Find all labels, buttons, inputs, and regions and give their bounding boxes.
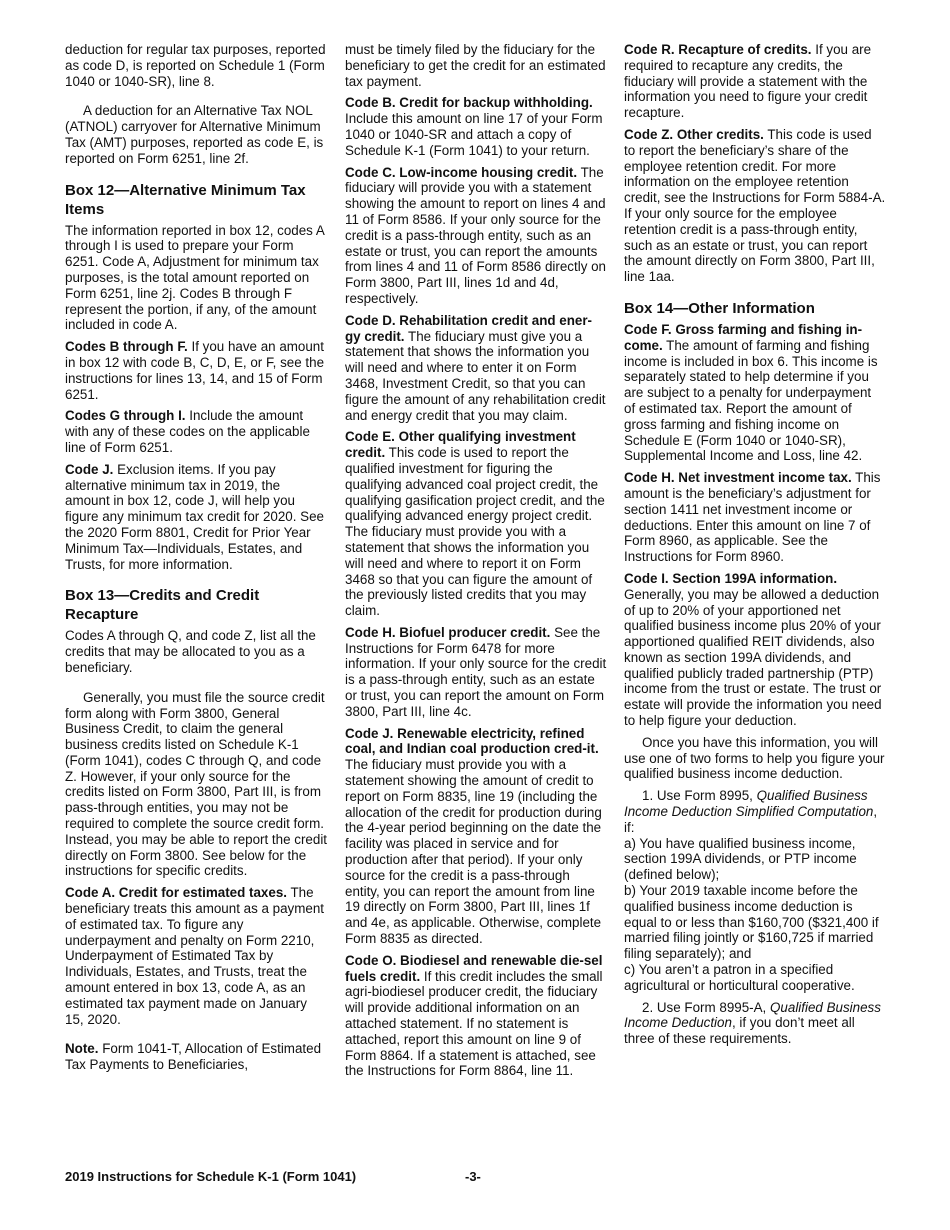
code-z-entry (624, 127, 886, 285)
entry-body: This code is used to report the qualified investment for figuring the qualifying advanced coal project credit, the qualifying gasification project credit, and the qualifying advanced energy project credit. The fiduciary must provide you with a statement that shows the information you will need and where to report it on Form 3468 so that you can figure the amount of the previously listed credits that you may claim. (345, 445, 605, 619)
list-item-1b: b) Your 2019 taxable income before the qualified business income deduction is equal to or less than $160,700 ($321,400 if married filing jointly or $160,725 if married filing separately); and (624, 883, 879, 962)
code-e-entry (345, 429, 607, 619)
entry-heading: Code O. Biodiesel and renewable die-sel fuels credit. (345, 952, 603, 984)
section-heading-box-14: Box 14—Other Information (624, 299, 815, 317)
paragraph: deduction for regular tax purposes, reported as code D, is reported on Schedule 1 (Form 1040 or 1040-SR), line 8. (65, 42, 326, 89)
code-a-entry (65, 885, 327, 1027)
entry-body: The fiduciary will provide you with a statement showing the amount to report on lines 4 and 11 of Form 8586. If your only source for the credit is a pass-through entity, such as an estate or trust, you can report the amounts from lines 4 and 11 of Form 8586 directly on Form 3800, Part III, lines 1d and 4d, respectively. (345, 164, 606, 306)
entry-heading: Code F. Gross farming and fishing in-come. (624, 321, 863, 353)
entry-body: See the Instructions for Form 6478 for more information. If your only source for the credit is a pass-through entity, such as an estate or trust, you can report the amount on Form 3800, Part III, line 4c. (345, 624, 607, 719)
entry-body: Exclusion items. If you pay alternative minimum tax in 2019, the amount in box 12, code J, will help you figure any minimum tax credit for 2020. See the 2020 Form 8801, Credit for Prior Year Minimum Tax—Individuals, Estates, and Trusts, for more information. (65, 461, 325, 572)
entry-heading: Code E. Other qualifying investment credit. (345, 429, 576, 461)
form-title: Qualified Business Income Deduction (624, 999, 881, 1031)
code-f-entry (624, 322, 886, 464)
entry-heading: Code J. Renewable electricity, refined coal, and Indian coal production cred-it. (345, 725, 599, 757)
entry-heading: Code H. Biofuel producer credit. (345, 624, 551, 640)
entry-body: The beneficiary treats this amount as a payment of estimated tax. To figure any underpayment and penalty on Form 2210, Underpayment of Estimated Tax by Individuals, Estates, and Trusts, treat the amount entered in box 13, code A, as an estimated tax payment made on January 15, 2020. (65, 885, 325, 1027)
code-d-entry (345, 313, 607, 424)
entry-body: Generally, you may be allowed a deduction of up to 20% of your apportioned net qualified business income plus 20% of your apportioned qualified REIT dividends, also known as section 199A dividends, and qualified publicly traded partnership (PTP) income from the trust or estate. The trust or estate will provide the information you need to help figure your deduction. (624, 586, 882, 729)
column-middle (345, 42, 607, 1085)
code-h-entry (345, 625, 607, 720)
entry-heading: Code R. Recapture of credits. (624, 42, 812, 57)
footer-title: 2019 Instructions for Schedule K-1 (Form 1041) (65, 1169, 357, 1184)
entry-heading: Code D. Rehabilitation credit and ener-gy credit. (345, 312, 593, 344)
code-h-entry (624, 470, 886, 565)
entry-body: The fiduciary must provide you with a statement showing the amount of credit to report on Form 8835, line 19 (including the allocation of the credit for production during the 4-year period beginning on the date the facility was placed in service and for production after that period). If your only source for the credit is a pass-through entity, you can report the amount from line 19 directly on Form 3800, Part III, lines 1f and 4e, as applicable. Otherwise, complete Form 8835 as directed. (345, 757, 602, 947)
entry-body: If this credit includes the small agri-biodiesel producer credit, the fiduciary will provide additional information on an attached statement. If no statement is attached, report this amount on line 9 of Form 8864. If a statement is attached, see the Instructions for Form 8864, line 11. (345, 968, 603, 1079)
entry-heading: Code A. Credit for estimated taxes. (65, 885, 287, 901)
note-entry (65, 1041, 327, 1073)
form-title: Qualified Business Income Deduction Simplified Computation (624, 788, 874, 820)
entry-heading: Code H. Net investment income tax. (624, 470, 852, 486)
form-choice-list (624, 788, 886, 1047)
paragraph: Codes A through Q, and code Z, list all the credits that may be allocated to you as a beneficiary. (65, 628, 316, 675)
codes-g-i-entry (65, 408, 327, 455)
entry-body: The amount of farming and fishing income is included in box 6. This income is separately stated to help determine if you are subject to a penalty for underpayment of estimated tax. Report the amount of gross farming and fishing income on Schedule E (Form 1040 or 1040-SR), Supplemental Income and Loss, line 42. (624, 337, 878, 464)
paragraph: Once you have this information, you will use one of two forms to help you figure your qualified business income deduction. (624, 734, 885, 782)
code-i-entry (624, 571, 886, 729)
entry-body: This code is used to report the beneficiary’s share of the employee retention credit. For more information on the employee retention credit, see the Instructions for Form 5884-A. If your only source for the employee retention credit is a pass-through entity, such as an estate or trust, you can report the amount directly on Form 3800, Part III, line 1aa. (624, 126, 886, 285)
entry-heading: Code C. Low-income housing credit. (345, 164, 578, 180)
code-b-entry (345, 95, 607, 158)
list-item-1c: c) You aren’t a patron in a specified agricultural or horticultural cooperative. (624, 962, 855, 993)
list-item-1: 1. Use Form 8995, Qualified Business Income Deduction Simplified Computation, if: (624, 788, 878, 835)
entry-heading: Note. (65, 1041, 99, 1057)
entry-heading: Codes B through F. (65, 339, 188, 355)
section-heading-box-13: Box 13—Credits and Credit Recapture (65, 587, 260, 624)
section-heading-box-12: Box 12—Alternative Minimum Tax Items (65, 181, 306, 218)
entry-heading: Code B. Credit for backup withholding. (345, 95, 593, 111)
code-r-entry (624, 42, 886, 121)
entry-heading: Code Z. Other credits. (624, 126, 764, 142)
codes-b-f-entry (65, 339, 327, 402)
code-j-entry (345, 726, 607, 947)
entry-heading: Codes G through I. (65, 408, 186, 424)
list-item-1a: a) You have qualified business income, section 199A dividends, or PTP income (defined below); (624, 835, 857, 883)
code-c-entry (345, 165, 607, 307)
entry-body: Form 1041-T, Allocation of Estimated Tax Payments to Beneficiaries, (65, 1041, 322, 1073)
list-item-2: 2. Use Form 8995-A, Qualified Business Income Deduction, if you don’t meet all three of these requirements. (624, 999, 881, 1047)
code-o-entry (345, 953, 607, 1079)
entry-body: This amount is the beneficiary’s adjustment for section 1411 net investment income or deductions. Enter this amount on line 7 of Form 8960, as applicable. See the Instructions for Form 8960. (624, 470, 881, 565)
column-right (624, 42, 886, 1047)
page-number: -3- (465, 1169, 481, 1184)
column-left (65, 42, 327, 1079)
paragraph: must be timely filed by the fiduciary for the beneficiary to get the credit for an estimated tax payment. (345, 42, 606, 89)
entry-body: Include this amount on line 17 of your Form 1040 or 1040-SR and attach a copy of Schedule K-1 (Form 1041) to your return. (345, 111, 603, 158)
entry-body: The fiduciary must give you a statement that shows the information you will need and where to enter it on Form 3468, Investment Credit, so that you can figure the amount of any rehabilitation credit and energy credit that you may claim. (345, 328, 606, 423)
entry-body: If you have an amount in box 12 with code B, C, D, E, or F, see the instructions for lines 13, 14, and 15 of Form 6251. (65, 339, 325, 402)
paragraph: A deduction for an Alternative Tax NOL (ATNOL) carryover for Alternative Minimum Tax (AMT) purposes, reported as code E, is reported on Form 6251, line 2f. (65, 103, 324, 166)
entry-heading: Code I. Section 199A information. (624, 570, 838, 586)
paragraph: The information reported in box 12, codes A through I is used to prepare your Form 6251. Code A, Adjustment for minimum tax purposes, is the total amount reported on Form 6251, line 2j. Codes B through F represent the portion, if any, of the amount included in code A. (65, 222, 325, 333)
entry-body: If you are required to recapture any credits, the fiduciary will provide a statement with the information you need to figure your credit recapture. (624, 42, 872, 121)
entry-body: Include the amount with any of these codes on the applicable line of Form 6251. (65, 408, 310, 455)
entry-heading: Code J. (65, 461, 114, 477)
paragraph: Generally, you must file the source credit form along with Form 3800, General Business Credit, to claim the general business credits listed on Schedule K-1 (Form 1041), codes C through Q, and code Z. However, if your only source for the credits listed on Form 3800, Part III, is from pass-through entities, you may not be required to complete the source credit form. Instead, you may be able to report the credit directly on Form 3800. See below for the instructions for specific credits. (65, 689, 328, 879)
code-j-entry (65, 462, 327, 573)
